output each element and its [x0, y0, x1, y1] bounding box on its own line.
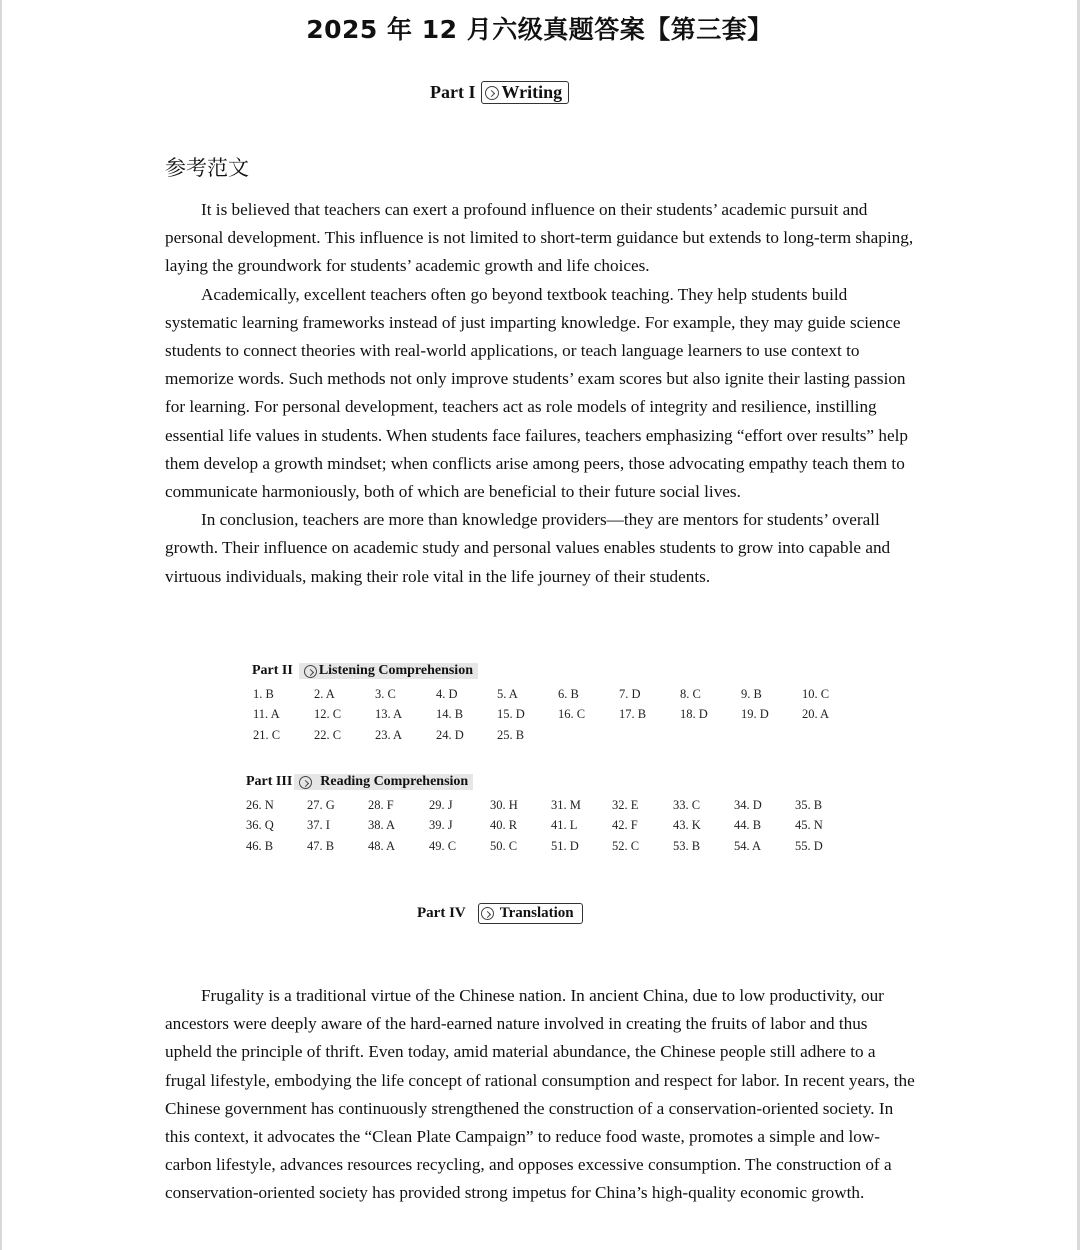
answer-cell: 39. J [429, 818, 453, 833]
document-page [2, 0, 1077, 1250]
answer-cell: 48. A [368, 838, 396, 853]
answer-cell: 55. D [795, 838, 823, 853]
part4-label: Part IV [417, 905, 466, 921]
answer-cell: 42. F [612, 818, 638, 833]
answer-cell: 38. A [368, 818, 396, 833]
answer-cell: 35. B [795, 797, 823, 812]
answer-cell: 44. B [734, 818, 762, 833]
answer-cell: 3. C [375, 686, 396, 701]
answer-cell: 37. I [307, 818, 330, 833]
arrow-circle-icon [481, 907, 494, 920]
answer-cell: 41. L [551, 818, 578, 833]
translation-text [165, 982, 915, 1208]
answer-cell: 28. F [368, 797, 394, 812]
answer-cell: 29. J [429, 797, 453, 812]
answer-row [253, 705, 863, 726]
answer-cell: 40. R [490, 818, 518, 833]
answer-cell: 24. D [436, 727, 464, 742]
answer-cell: 33. C [673, 797, 701, 812]
answer-cell: 17. B [619, 707, 647, 722]
sample-essay-heading: 参考范文 [165, 156, 249, 180]
answer-cell: 34. D [734, 797, 762, 812]
answer-cell: 5. A [497, 686, 518, 701]
part3-name-box [294, 774, 473, 790]
answer-cell: 12. C [314, 707, 342, 722]
answer-cell: 36. Q [246, 818, 274, 833]
answer-cell: 13. A [375, 707, 403, 722]
answer-cell: 43. K [673, 818, 701, 833]
answer-cell: 19. D [741, 707, 769, 722]
translation-paragraph: Frugality is a traditional virtue of the Chinese nation. In ancient China, due to low productivity, our ancestors were deeply aware of the hard-earned nature involved in creating the fruits of labor and thus upheld the principle of thrift. Even today, amid material abundance, the Chinese people still adhere to a frugal lifestyle, embodying the life concept of rational consumption and respect for labor. In recent years, the Chinese government has continuously strengthened the construction of a conservation-oriented society. In this context, it advocates the “Clean Plate Campaign” to reduce food waste, promotes a simple and low-carbon lifestyle, advances resources recycling, and opposes excessive consumption. The construction of a conservation-oriented society has provided strong impetus for China’s high-quality economic growth. [165, 986, 915, 1203]
essay-paragraph: In conclusion, teachers are more than knowledge providers—they are mentors for students’ overall growth. Their influence on academic study and personal values enables students to grow into capable and virtuous individuals, making their role vital in the life journey of their students. [165, 510, 891, 586]
answer-row [253, 684, 863, 705]
part2-name: Listening Comprehension [318, 663, 473, 678]
answer-cell: 14. B [436, 707, 464, 722]
answer-cell: 49. C [429, 838, 457, 853]
essay-paragraph: Academically, excellent teachers often go beyond textbook teaching. They help students build systematic learning frameworks instead of just imparting knowledge. For example, they may guide science students to connect theories with real-world applications, or teach language learners to use context to memorize words. Such methods not only improve students’ exam scores but also ignite their lasting passion for learning. For personal development, teachers act as role models of integrity and resilience, instilling essential life values in students. When students face failures, teachers emphasizing “effort over results” help them develop a growth mindset; when conflicts arise among peers, those advocating empathy teach them to communicate harmoniously, both of which are beneficial to their future social lives. [165, 284, 908, 502]
part3-name: Reading Comprehension [320, 774, 469, 789]
answer-cell: 25. B [497, 727, 525, 742]
answer-cell: 54. A [734, 838, 762, 853]
answer-cell: 16. C [558, 707, 586, 722]
answer-cell: 1. B [253, 686, 274, 701]
part1-name-box [481, 81, 569, 104]
answer-cell: 7. D [619, 686, 641, 701]
part4-name-box [478, 903, 583, 924]
part2-header [252, 663, 478, 679]
answer-cell: 23. A [375, 727, 403, 742]
answer-cell: 4. D [436, 686, 458, 701]
arrow-circle-icon [299, 776, 312, 789]
answer-cell: 6. B [558, 686, 579, 701]
answer-cell: 11. A [253, 707, 280, 722]
part3-label: Part III [246, 774, 293, 789]
part1-label: Part I [430, 82, 476, 102]
essay-paragraph: It is believed that teachers can exert a profound influence on their students’ academic pursuit and personal development. This influence is not limited to short-term guidance but extends to long-term shaping, laying the groundwork for students’ academic growth and life choices. [165, 200, 914, 276]
arrow-circle-icon [304, 665, 317, 678]
answer-cell: 8. C [680, 686, 701, 701]
answer-cell: 30. H [490, 797, 518, 812]
sample-essay [165, 196, 915, 591]
answer-cell: 50. C [490, 838, 518, 853]
part1-name: Writing [501, 82, 563, 102]
answer-cell: 21. C [253, 727, 281, 742]
answer-row [246, 836, 856, 857]
answer-cell: 18. D [680, 707, 708, 722]
reading-answer-grid [246, 795, 856, 857]
answer-row [246, 816, 856, 837]
answer-cell: 51. D [551, 838, 579, 853]
answer-row [246, 795, 856, 816]
answer-cell: 47. B [307, 838, 335, 853]
part3-header [246, 774, 473, 790]
answer-cell: 10. C [802, 686, 830, 701]
answer-cell: 32. E [612, 797, 639, 812]
page-title: 2025 年 12 月六级真题答案【第三套】 [306, 15, 773, 44]
answer-cell: 22. C [314, 727, 342, 742]
arrow-circle-icon [485, 86, 499, 100]
part2-label: Part II [252, 663, 293, 678]
part2-name-box [299, 663, 478, 679]
answer-cell: 15. D [497, 707, 525, 722]
answer-cell: 20. A [802, 707, 830, 722]
listening-answer-grid [253, 684, 863, 746]
part1-header [430, 81, 569, 104]
answer-cell: 31. M [551, 797, 581, 812]
answer-cell: 27. G [307, 797, 335, 812]
part4-header [417, 903, 583, 924]
answer-cell: 53. B [673, 838, 701, 853]
answer-cell: 46. B [246, 838, 274, 853]
answer-cell: 45. N [795, 818, 823, 833]
answer-cell: 52. C [612, 838, 640, 853]
part4-name: Translation [499, 905, 574, 921]
answer-cell: 2. A [314, 686, 335, 701]
answer-cell: 9. B [741, 686, 762, 701]
answer-cell: 26. N [246, 797, 274, 812]
answer-row [253, 725, 863, 746]
